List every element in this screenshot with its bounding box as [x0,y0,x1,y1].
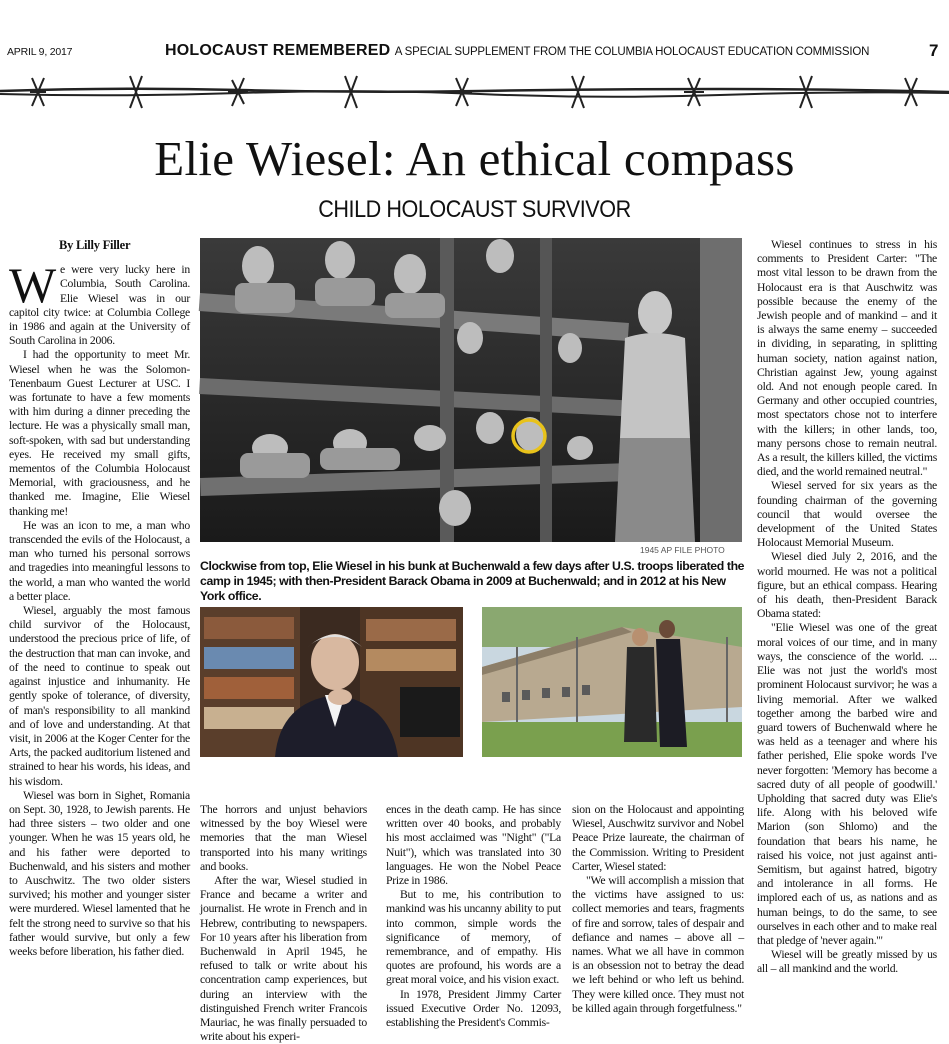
paragraph: In 1978, President Jimmy Carter issued Executive Order No. 12093, establishing the President's Commis- [386,987,561,1030]
byline: By Lilly Filler [59,238,131,252]
office-photo-image [200,607,463,757]
photo-buchenwald-bunks [200,238,742,542]
quote-paragraph: "We will accomplish a mission that the victims have assigned to us: collect memories and tears, fragments of fire and sorrow, tales of despair and defiance and names – above all – names. What we all have in common is an obsession not to betray the dead we left behind or who left us behind. They were killed once. They must not be killed again through forgetfulness." [572,874,744,1015]
paragraph: Wiesel continues to stress in his comments to President Carter: "The most vital lesson to be drawn from the Holocaust era is that Auschwitz was possible because the enemy of the Jewish people and of mankind – and it is always the same enemy – succeeded in dividing, in separating, in splitting human society, nation against nation, Christian against Jew, young against old. And not enough people cared. In Germany and other occupied countries, most spectators chose not to interfere with the killers; in other lands, too, many persons chose to remain neutral. As a result, the killers killed, the victims died, and the world remained neutral." [757,238,937,479]
paragraph: He was an icon to me, a man who transcended the evils of the Holocaust, a man who turned his personal sorrows and tragedies into meaningful lessons to the world, a man who wanted the world a better place. [9,518,190,603]
paragraph: But to me, his contribution to mankind was his uncanny ability to put into common, simple words the significance of memory, of remembrance, and of empathy. His quotes are profound, his words are a great moral voice, and his vision exact. [386,888,561,987]
article-headline: Elie Wiesel: An ethical compass [154,131,795,186]
page-number: 7 [929,41,939,60]
section-title: HOLOCAUST REMEMBERED [165,42,391,59]
photo-caption: Clockwise from top, Elie Wiesel in his bunk at Buchenwald a few days after U.S. troops liberated the camp in 1945; with then-President Barack Obama in 2009 at Buchenwald; and in 2012 at his New York office. [200,559,745,603]
paragraph: Wiesel will be greatly missed by us all – all mankind and the world. [757,948,937,976]
paragraph: I had the opportunity to meet Mr. Wiesel when he was the Solomon-Tenenbaum Guest Lecturer at USC. I was fortunate to have a few moments with him during a dinner preceding the lecture. He was a physically small man, soft-spoken, with sad but understanding eyes. He received my small gifts, mementos of the Columbia Holocaust Memorial, with graciousness, and he thanked me. Imagine, Elie Wiesel thanking me! [9,348,190,518]
column-1 [9,238,190,959]
column-5 [757,238,937,977]
paragraph: Wiesel was born in Sighet, Romania on Sept. 30, 1928, to Jewish parents. He had three sisters – two older and one younger. When he was 15 years old, he and his father were deported to Buchenwald, and his sisters and mother to Auschwitz. The two older sisters survived; his mother and younger sister were murdered. Wiesel lamented that he felt the strong need to survive so that his father would survive, but only a few weeks before liberation, his father died. [9,788,190,958]
article-subhead: CHILD HOLOCAUST SURVIVOR [318,196,631,223]
paragraph: Wiesel served for six years as the founding chairman of the governing council that would oversee the development of the United States Holocaust Memorial Museum. [757,479,937,550]
barbed-wire-graphic [0,68,949,118]
paragraph: The horrors and unjust behaviors witnessed by the boy Wiesel were memories that the man Wiesel transported into his many writings and books. [200,803,367,873]
photo-buchenwald-2009 [482,607,742,757]
issue-date: APRIL 9, 2017 [7,46,73,58]
photo-credit: 1945 AP FILE PHOTO [640,545,725,555]
paragraph: After the war, Wiesel studied in France and became a writer and journalist. He wrote in French and in Hebrew, contributing to newspapers. For 10 years after his liberation from Buchenwald in April 1945, he refused to talk or write about his concentration camp experiences, but during an interview with the distinguished French writer Francois Mauriac, he was finally persuaded to write about his experi- [200,874,367,1044]
photo-new-york-office [200,607,463,757]
quote-paragraph: "Elie Wiesel was one of the great moral voices of our time, and in many ways, the conscience of the world. ... Elie was not just the world's most prominent Holocaust survivor; he was a living memorial. After we walked together among the barbed wire and guard towers of Buchenwald where he was held as a teenager and where his father perished, Elie spoke words I've never forgotten: 'Memory has become a sacred duty of all people of goodwill.' Upholding that sacred duty was Elie's life. Along with his beloved wife Marion (son Shlomo) and the foundation that bears his name, he raised his voice, not just against anti-Semitism, but against hatred, bigotry and intolerance in all forms. He implored each of us, as nations and as human beings, to do the same, to see ourselves in each other and to make real that pledge of 'never again.'" [757,621,937,947]
drop-cap: W [9,257,56,314]
section-tagline: A SPECIAL SUPPLEMENT FROM THE COLUMBIA HOLOCAUST EDUCATION COMMISSION [394,46,870,58]
paragraph: Wiesel died July 2, 2016, and the world mourned. He was not a political figure, but an ethical compass. Hearing of his death, then-President Barack Obama stated: [757,550,937,621]
column-2 [200,803,367,1044]
column-4 [572,803,744,1016]
column-3 [386,803,561,1030]
lead-paragraph: We were very lucky here in Columbia, South Carolina. Elie Wiesel was in our capitol city twice: at Columbia College in 1986 and again at the University of South Carolina in 2006. [9,257,190,348]
buchenwald-photo-image [200,238,742,542]
section-header [165,42,869,60]
paragraph: ences in the death camp. He has since written over 40 books, and probably his most acclaimed was "Night" ("La Nuit"), which was translated into 30 languages. He won the Nobel Peace Prize in 1986. [386,803,561,888]
paragraph: sion on the Holocaust and appointing Wiesel, Auschwitz survivor and Nobel Peace Prize laureate, the chairman of the Commission. Writing to President Carter, Wiesel stated: [572,803,744,873]
paragraph: Wiesel, arguably the most famous child survivor of the Holocaust, understood the precious price of life, of the destruction that man can invoke, and of the need to continue to speak out against injustice and inhumanity. He gently spoke of tolerance, of diversity, of man's responsibility to all mankind and of love and understanding. At that visit, in 2006 at the Koger Center for the Arts, the packed auditorium listened and strained to hear his words, his ideas, and his wisdom. [9,604,190,788]
buchenwald-2009-photo-image [482,607,742,757]
